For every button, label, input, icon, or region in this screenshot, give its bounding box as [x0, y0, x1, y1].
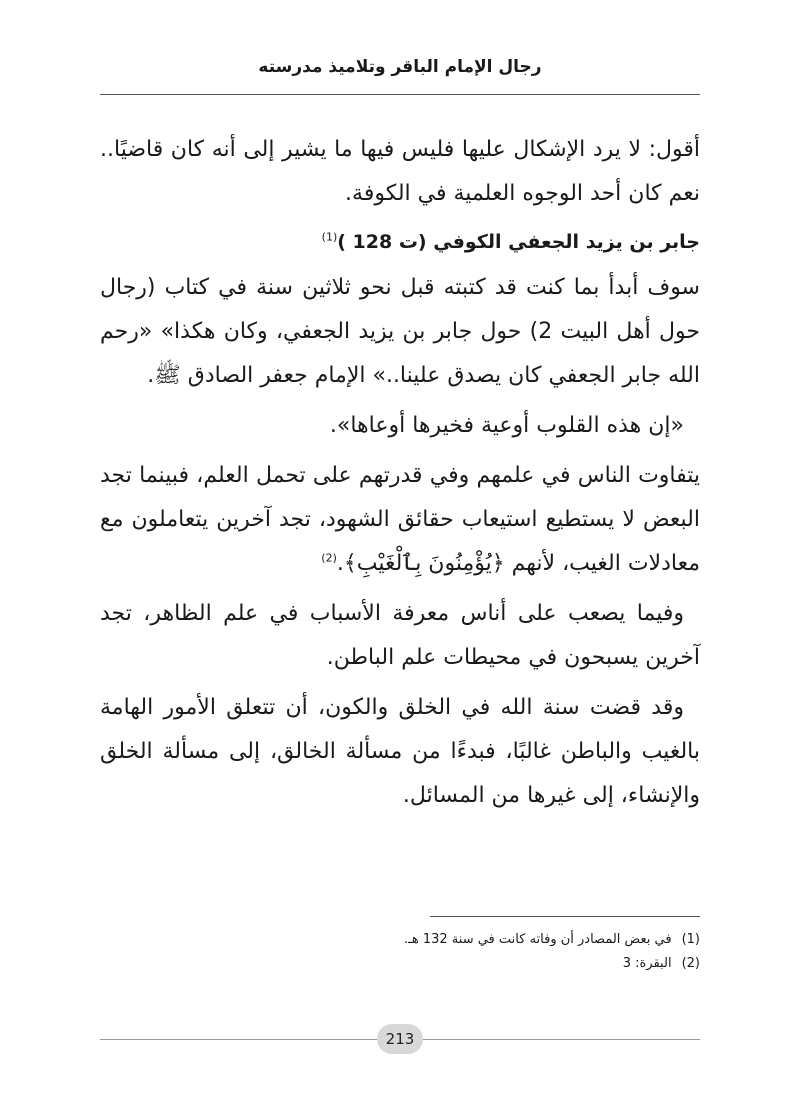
footnote-text: في بعض المصادر أن وفاته كانت في سنة 132 هـ. [403, 932, 672, 947]
footnote-1 [100, 928, 700, 952]
running-header: رجال الإمام الباقر وتلاميذ مدرسته [258, 57, 542, 77]
footnote-ref-1[interactable]: (1) [321, 230, 338, 244]
footnote-rule [430, 916, 700, 917]
paragraph-2: سوف أبدأ بما كنت قد كتبته قبل نحو ثلاثين سنة في كتاب (رجال حول أهل البيت 2) حول جابر بن يزيد الجعفي، وكان هكذا» «رحم الله جابر الجعفي كان يصدق علينا..» الإمام جعفر الصادق ﷺ. [100, 275, 700, 388]
header-rule [100, 94, 700, 95]
paragraph-6: وقد قضت سنة الله في الخلق والكون، أن تتعلق الأمور الهامة بالغيب والباطن غالبًا، فبدءًا من مسألة الخالق، إلى مسألة الخلق والإنشاء، إلى غيرها من المسائل. [100, 695, 700, 808]
paragraph-5: وفيما يصعب على أناس معرفة الأسباب في علم الظاهر، تجد آخرين يسبحون في محيطات علم الباطن. [100, 601, 700, 670]
paragraph-1: أقول: لا يرد الإشكال عليها فليس فيها ما يشير إلى أنه كان قاضيًا.. نعم كان أحد الوجوه العلمية في الكوفة. [100, 137, 700, 206]
footnote-ref-2[interactable]: (2) [321, 551, 337, 565]
section-heading [100, 222, 700, 262]
footnote-number: (2) [681, 956, 700, 971]
paragraph-4 [100, 454, 700, 586]
paragraph-4-text: يتفاوت الناس في علمهم وفي قدرتهم على تحمل العلم، فبينما تجد البعض لا يستطيع استيعاب حقائق الشهود، تجد آخرين يتعاملون مع معادلات الغيب، لأنهم ﴿يُؤْمِنُونَ بِٱلْغَيْبِ﴾. [100, 463, 700, 576]
footnotes [100, 928, 700, 976]
paragraph-3: «إن هذه القلوب أوعية فخيرها أوعاها». [329, 413, 684, 438]
footnote-number: (1) [681, 932, 700, 947]
page-number: 213 [377, 1024, 423, 1054]
section-heading-text: جابر بن يزيد الجعفي الكوفي (ت 128 ) [337, 231, 700, 253]
footnote-2 [100, 952, 700, 976]
footnote-text: البقرة: 3 [622, 956, 672, 971]
body-text [100, 128, 700, 824]
